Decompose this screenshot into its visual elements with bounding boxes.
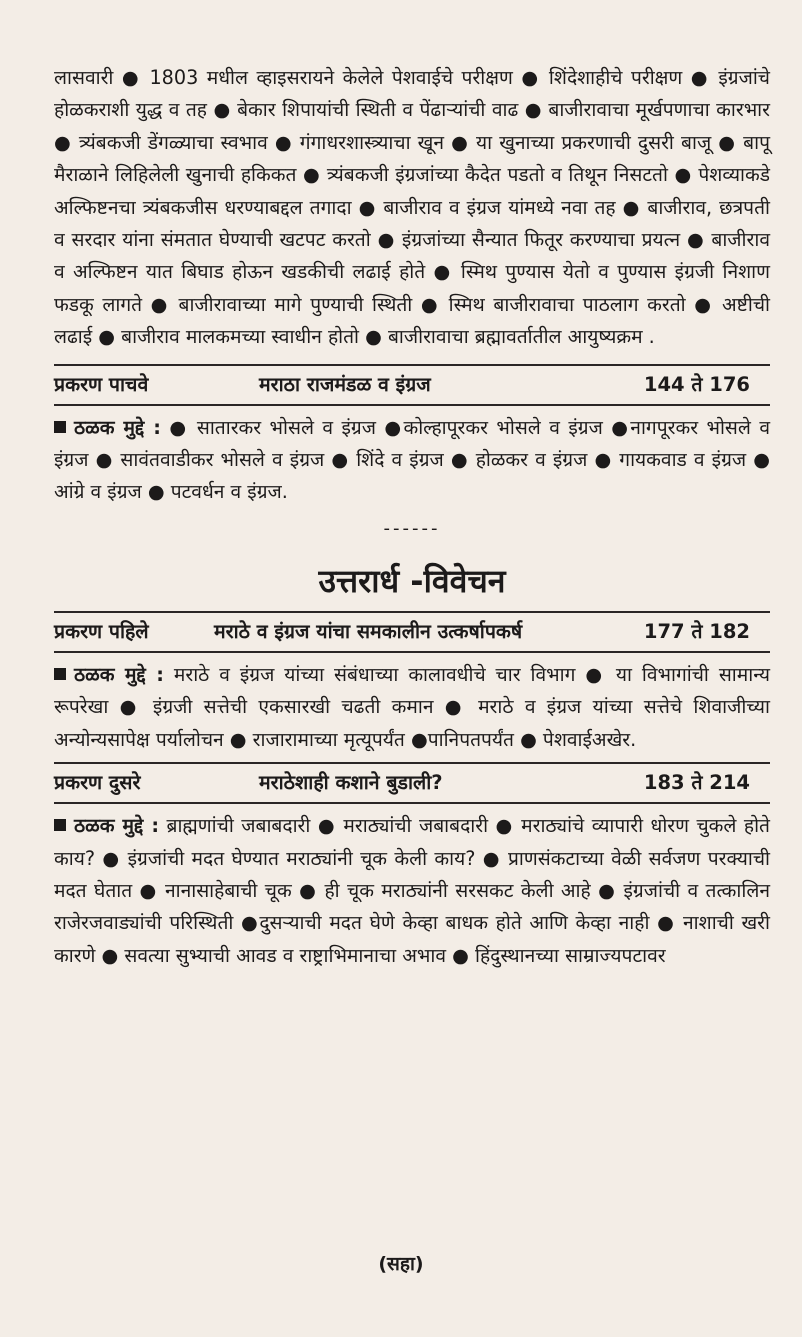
chapter-2-key-points — [54, 810, 770, 972]
chapter-title: मराठेशाही कशाने बुडाली? — [259, 771, 443, 795]
divider — [54, 802, 770, 804]
intro-paragraph: लासवारी ● 1803 मधील व्हाइसरायने केलेले पेशवाईचे परीक्षण ● शिंदेशाहीचे परीक्षण ● इंग्रजांचे होळकराशी युद्ध व तह ● बेकार शिपायांची स्थिती व पेंढाऱ्यांची वाढ ● बाजीरावाचा मूर्खपणाचा कारभार ● त्र्यंबकजी डेंगळ्याचा स्वभाव ● गंगाधरशास्त्र्याचा खून ● या खुनाच्या प्रकरणाची दुसरी बाजू ● बापू मैराळाने लिहिलेली खुनाची हकिकत ● त्र्यंबकजी इंग्रजांच्या कैदेत पडतो व तिथून निसटतो ● पेशव्याकडे अल्फिष्टनचा त्र्यंबकजीस धरण्याबद्दल तगादा ● बाजीराव व इंग्रज यांमध्ये नवा तह ● बाजीराव, छत्रपती व सरदार यांना संमतात घेण्याची खटपट करतो ● इंग्रजांच्या सैन्यात फितूर करण्याचा प्रयत्न ● बाजीराव व अल्फिष्टन यात बिघाड होऊन खडकीची लढाई होते ● स्मिथ पुण्यास येतो व पुण्यास इंग्रजी निशाण फडकू लागते ● बाजीरावाच्या मागे पुण्याची स्थिती ● स्मिथ बाजीरावाचा पाठलाग करतो ● अष्टीची लढाई ● बाजीराव मालकमच्या स्वाधीन होतो ● बाजीरावाचा ब्रह्मावर्तातील आयुष्यक्रम . — [54, 66, 770, 349]
key-points-text: ● सातारकर भोसले व इंग्रज ●कोल्हापूरकर भोसले व इंग्रज ●नागपूरकर भोसले व इंग्रज ● सावंतवाडीकर भोसले व इंग्रज ● शिंदे व इंग्रज ● होळकर व इंग्रज ● गायकवाड व इंग्रज ● आंग्रे व इंग्रज ● पटवर्धन व इंग्रज. — [54, 415, 771, 504]
divider — [54, 651, 770, 653]
chapter-pages: 144 ते 176 — [643, 372, 750, 396]
chapter-5-key-points — [54, 412, 770, 509]
key-points-text: ब्राह्मणांची जबाबदारी ● मराठ्यांची जबाबदारी ● मराठ्यांचे व्यापारी धोरण चुकले होते काय? ● इंग्रजांची मदत घेण्यात मराठ्यांनी चूक केली काय? ● प्राणसंकटाच्या वेळी सर्वजण परक्याची मदत घेतात ● नानासाहेबाची चूक ● ही चूक मराठ्यांनी सरसकट केली आहे ● इंग्रजांची व तत्कालिन राजेरजवाड्यांची परिस्थिती ●दुसऱ्याची मदत घेणे केव्हा बाधक होते आणि केव्हा नाही ● नाशाची खरी कारणे ● सवत्या सुभ्याची आवड व राष्ट्राभिमानाचा अभाव ● हिंदुस्थानच्या साम्राज्यपटावर — [54, 814, 770, 967]
part-title: उत्तरार्ध -विवेचन — [318, 561, 506, 600]
square-bullet-icon — [54, 668, 66, 680]
chapter-pages: 177 ते 182 — [643, 619, 750, 643]
chapter-number: प्रकरण दुसरे — [54, 771, 141, 795]
chapter-2-heading — [54, 764, 770, 802]
chapter-1-heading — [54, 613, 770, 651]
chapter-1-key-points — [54, 659, 770, 756]
key-points-label: ठळक मुद्दे : — [74, 415, 161, 439]
page-number-footer: (सहा) — [378, 1253, 424, 1275]
page-content — [54, 62, 770, 972]
chapter-5-heading — [54, 366, 770, 404]
chapter-number: प्रकरण पाचवे — [54, 372, 149, 396]
chapter-title: मराठा राजमंडळ व इंग्रज — [259, 372, 431, 396]
chapter-title: मराठे व इंग्रज यांचा समकालीन उत्कर्षापकर्ष — [214, 619, 523, 643]
divider — [54, 404, 770, 406]
section-separator: ------ — [383, 517, 441, 539]
key-points-text: मराठे व इंग्रज यांच्या संबंधाच्या कालावधीचे चार विभाग ● या विभागांची सामान्य रूपरेखा ● इंग्रजी सत्तेची एकसारखी चढती कमान ● मराठे व इंग्रज यांच्या सत्तेचे शिवाजीच्या अन्योन्यसापेक्ष पर्यालोचन ● राजारामाच्या मृत्यूपर्यंत ●पानिपतपर्यंत ● पेशवाईअखेर. — [54, 662, 770, 751]
chapter-pages: 183 ते 214 — [643, 771, 750, 795]
square-bullet-icon — [54, 421, 66, 433]
chapter-number: प्रकरण पहिले — [54, 619, 149, 643]
key-points-label: ठळक मुद्दे : — [74, 814, 160, 838]
square-bullet-icon — [54, 819, 66, 831]
key-points-label: ठळक मुद्दे : — [74, 662, 164, 686]
